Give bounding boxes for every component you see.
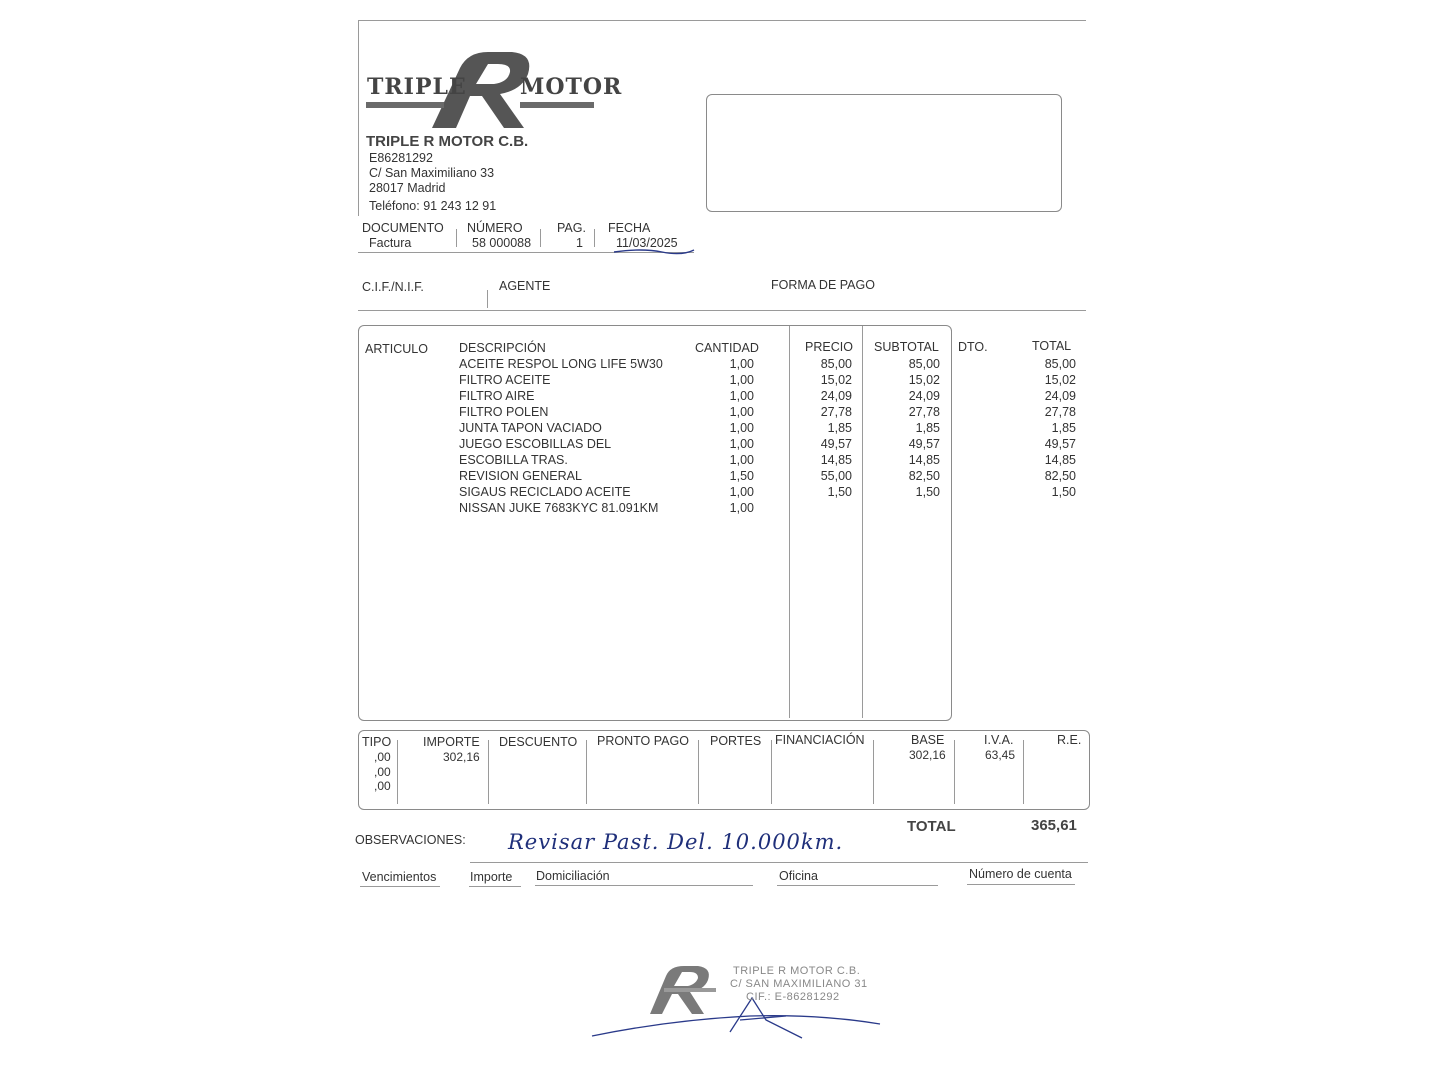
summary-divider-4 [698,740,699,804]
footer-numero-cuenta: Número de cuenta [969,867,1072,881]
base-value: 302,16 [909,748,946,762]
row-total: 85,00 [1044,357,1076,371]
row-descripcion: FILTRO ACEITE [459,373,551,387]
pronto-pago-label: PRONTO PAGO [597,734,689,748]
iva-label: I.V.A. [984,733,1014,747]
row-cantidad: 1,00 [729,421,754,435]
cif-label: C.I.F./N.I.F. [362,280,424,294]
col-dto: DTO. [958,340,988,354]
footer-importe: Importe [470,870,513,884]
total-label: TOTAL [907,818,956,835]
doc-divider-3 [594,229,595,247]
base-label: BASE [911,733,945,747]
row-cantidad: 1,00 [729,453,754,467]
row-descripcion: JUEGO ESCOBILLAS DEL [459,437,612,451]
stamp-line-2: C/ SAN MAXIMILIANO 31 [730,978,868,990]
row-total: 27,78 [1044,405,1076,419]
tipo-label: TIPO [362,735,392,749]
row-cantidad: 1,00 [729,405,754,419]
row-descripcion: JUNTA TAPON VACIADO [459,421,602,435]
col-total: TOTAL [1032,339,1072,353]
observaciones-label: OBSERVACIONES: [355,833,466,847]
row-descripcion: FILTRO POLEN [459,405,549,419]
company-address2: 28017 Madrid [369,181,446,195]
documento-label: DOCUMENTO [362,221,444,235]
numero-value: 58 000088 [472,236,532,250]
items-divider-subtotal [862,326,863,718]
top-border [358,20,1086,21]
row-cantidad: 1,00 [729,437,754,451]
col-subtotal: SUBTOTAL [874,340,939,354]
summary-divider-2 [488,740,489,804]
col-descripcion: DESCRIPCIÓN [459,341,546,355]
company-address1: C/ San Maximiliano 33 [369,166,495,180]
company-logo [364,40,623,132]
row-total: 14,85 [1044,453,1076,467]
row-subtotal: 1,85 [915,421,940,435]
footer-vencimientos-line [360,886,440,887]
summary-divider-6 [873,740,874,804]
row-precio: 49,57 [820,437,852,451]
row-subtotal: 82,50 [908,469,940,483]
row-subtotal: 15,02 [908,373,940,387]
row-subtotal: 14,85 [908,453,940,467]
company-name: TRIPLE R MOTOR C.B. [366,133,529,150]
row-subtotal: 1,50 [915,485,940,499]
financiacion-label: FINANCIACIÓN [775,733,865,747]
iva-value: 63,45 [985,748,1016,762]
footer-numero-cuenta-line [967,884,1075,885]
row-cantidad: 1,00 [729,389,754,403]
row-precio: 1,85 [827,421,852,435]
total-value: 365,61 [1031,817,1077,834]
company-stamp [590,958,890,1048]
footer-vencimientos: Vencimientos [362,870,437,884]
col-precio: PRECIO [805,340,853,354]
row-subtotal: 27,78 [908,405,940,419]
fecha-handwritten-underline [612,246,696,256]
summary-divider-8 [1023,740,1024,804]
row-total: 1,85 [1051,421,1076,435]
doc-divider-2 [540,229,541,247]
row-subtotal: 85,00 [908,357,940,371]
summary-divider-1 [397,740,398,804]
forma-pago-label: FORMA DE PAGO [771,278,875,292]
re-label: R.E. [1057,733,1082,747]
footer-importe-line [469,886,521,887]
descuento-label: DESCUENTO [499,735,578,749]
importe-label: IMPORTE [423,735,480,749]
row-total: 49,57 [1044,437,1076,451]
doc-divider-1 [456,229,457,247]
stamp-line-1: TRIPLE R MOTOR C.B. [733,965,861,977]
portes-label: PORTES [710,734,762,748]
row-precio: 24,09 [820,389,852,403]
left-border [358,20,359,216]
row-precio: 85,00 [820,357,852,371]
row-cantidad: 1,00 [729,357,754,371]
pag-value: 1 [576,236,583,250]
tipo-value-2: ,00 [374,765,391,779]
tipo-value-3: ,00 [374,779,391,793]
items-divider-precio [789,326,790,718]
row-descripcion: ESCOBILLA TRAS. [459,453,568,467]
client-row-underline [358,310,1086,311]
row-precio: 1,50 [827,485,852,499]
logo-text-left: TRIPLE [367,74,467,100]
company-cif: E86281292 [369,151,433,165]
row-total: 24,09 [1044,389,1076,403]
company-phone: Teléfono: 91 243 12 91 [369,199,497,213]
logo-text-right: MOTOR [520,74,623,100]
stamp-line-3: CIF.: E-86281292 [746,991,840,1003]
documento-value: Factura [369,236,412,250]
row-cantidad: 1,00 [729,485,754,499]
row-descripcion: SIGAUS RECICLADO ACEITE [459,485,631,499]
row-subtotal: 49,57 [908,437,940,451]
row-total: 82,50 [1044,469,1076,483]
numero-label: NÚMERO [467,221,523,235]
col-cantidad: CANTIDAD [695,341,759,355]
fecha-label: FECHA [608,221,651,235]
row-descripcion: FILTRO AIRE [459,389,535,403]
agente-label: AGENTE [499,279,551,293]
row-cantidad: 1,00 [729,373,754,387]
observaciones-handwritten: Revisar Past. Del. 10.000km. [508,830,844,854]
pag-label: PAG. [557,221,586,235]
row-precio: 55,00 [820,469,852,483]
row-descripcion: REVISION GENERAL [459,469,582,483]
summary-divider-7 [954,740,955,804]
footer-oficina-line [777,885,938,886]
row-precio: 27,78 [820,405,852,419]
row-cantidad: 1,00 [729,501,754,515]
footer-domiciliacion: Domiciliación [536,869,610,883]
summary-divider-3 [586,740,587,804]
col-articulo: ARTICULO [365,342,428,356]
client-divider [487,290,488,308]
tipo-value-1: ,00 [374,750,391,764]
importe-value: 302,16 [443,750,480,764]
recipient-address-box [706,94,1062,212]
row-total: 15,02 [1044,373,1076,387]
row-descripcion: NISSAN JUKE 7683KYC 81.091KM [459,501,659,515]
footer-domiciliacion-line [535,885,753,886]
row-precio: 15,02 [820,373,852,387]
row-subtotal: 24,09 [908,389,940,403]
observaciones-underline [470,862,1088,863]
row-descripcion: ACEITE RESPOL LONG LIFE 5W30 [459,357,663,371]
row-total: 1,50 [1051,485,1076,499]
row-cantidad: 1,50 [729,469,754,483]
fecha-value: 11/03/2025 [616,236,678,250]
row-precio: 14,85 [820,453,852,467]
footer-oficina: Oficina [779,869,818,883]
summary-divider-5 [771,740,772,804]
